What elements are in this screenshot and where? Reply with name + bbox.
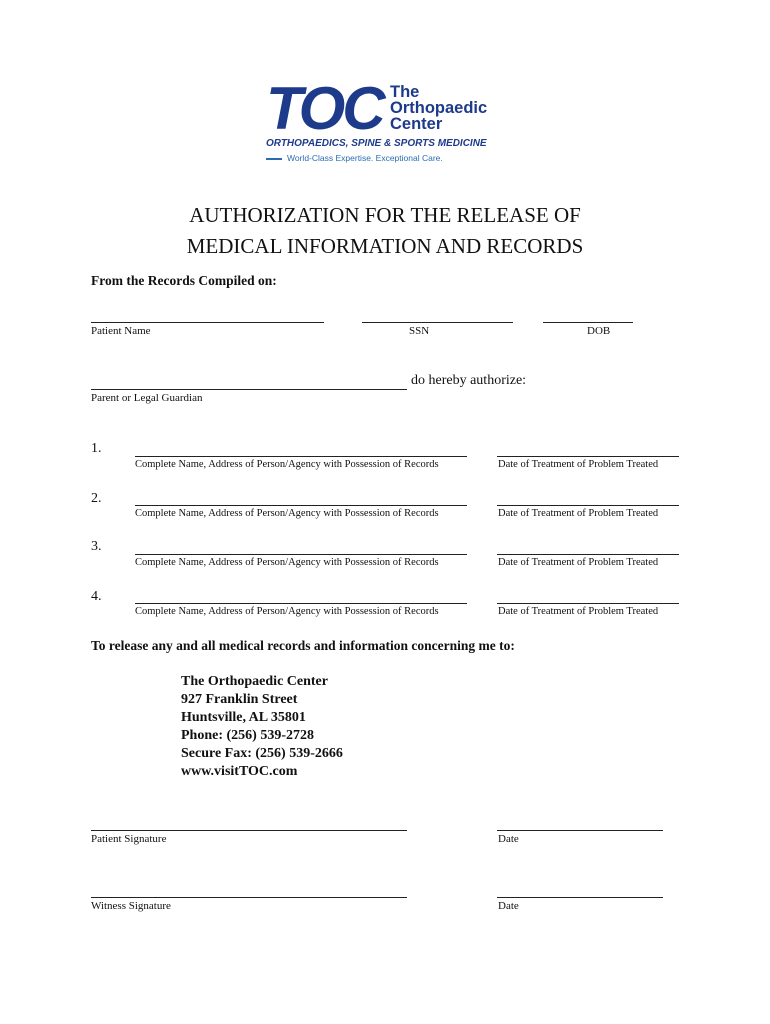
dob-label: DOB (587, 325, 611, 337)
agency-label: Complete Name, Address of Person/Agency with Possession of Records (135, 459, 439, 470)
record-number: 4. (91, 589, 102, 604)
toc-logo (266, 75, 506, 170)
agency-field[interactable] (135, 456, 467, 457)
ssn-field[interactable] (362, 322, 513, 323)
authorize-text: do hereby authorize: (411, 373, 527, 388)
treatment-date-label: Date of Treatment of Problem Treated (498, 557, 659, 568)
patient-date-field[interactable] (497, 830, 663, 831)
patient-name-field[interactable] (91, 322, 324, 323)
form-title-line1: AUTHORIZATION FOR THE RELEASE OF (189, 203, 581, 227)
recipient-street: 927 Franklin Street (181, 692, 298, 707)
patient-date-label: Date (498, 833, 519, 845)
recipient-address (181, 673, 343, 781)
logo-name-line2: Orthopaedic (390, 99, 488, 117)
logo-letters: TOC (266, 75, 383, 142)
treatment-date-field[interactable] (497, 554, 679, 555)
dob-field[interactable] (543, 322, 633, 323)
treatment-date-label: Date of Treatment of Problem Treated (498, 459, 659, 470)
treatment-date-field[interactable] (497, 603, 679, 604)
witness-date-label: Date (498, 900, 519, 912)
record-number: 3. (91, 539, 102, 554)
ssn-label: SSN (409, 325, 430, 337)
agency-field[interactable] (135, 554, 467, 555)
agency-label: Complete Name, Address of Person/Agency with Possession of Records (135, 606, 439, 617)
form-title-line2: MEDICAL INFORMATION AND RECORDS (186, 234, 584, 258)
logo-name-line1: The (390, 83, 420, 101)
logo-tagline: ORTHOPAEDICS, SPINE & SPORTS MEDICINE (266, 138, 487, 149)
agency-field[interactable] (135, 505, 467, 506)
slogan-accent-line (266, 158, 282, 160)
treatment-date-field[interactable] (497, 505, 679, 506)
logo-slogan: World-Class Expertise. Exceptional Care. (287, 153, 443, 163)
agency-label: Complete Name, Address of Person/Agency with Possession of Records (135, 508, 439, 519)
witness-signature-field[interactable] (91, 897, 407, 898)
treatment-date-field[interactable] (497, 456, 679, 457)
release-text: To release any and all medical records and information concerning me to: (91, 638, 515, 653)
logo-name-line3: Center (390, 115, 443, 133)
recipient-phone: Phone: (256) 539-2728 (181, 728, 314, 743)
guardian-label: Parent or Legal Guardian (91, 392, 203, 404)
guardian-field[interactable] (91, 389, 407, 390)
patient-signature-field[interactable] (91, 830, 407, 831)
recipient-fax: Secure Fax: (256) 539-2666 (181, 746, 343, 761)
agency-label: Complete Name, Address of Person/Agency with Possession of Records (135, 557, 439, 568)
record-number: 1. (91, 441, 102, 456)
form-title (0, 200, 770, 262)
witness-date-field[interactable] (497, 897, 663, 898)
logo-name (390, 84, 487, 132)
treatment-date-label: Date of Treatment of Problem Treated (498, 606, 659, 617)
recipient-name: The Orthopaedic Center (181, 674, 328, 689)
compiled-label: From the Records Compiled on: (91, 273, 277, 288)
treatment-date-label: Date of Treatment of Problem Treated (498, 508, 659, 519)
record-number: 2. (91, 491, 102, 506)
agency-field[interactable] (135, 603, 467, 604)
patient-signature-label: Patient Signature (91, 833, 167, 845)
logo-slogan-bar (266, 153, 498, 166)
patient-name-label: Patient Name (91, 325, 151, 337)
recipient-website: www.visitTOC.com (181, 764, 298, 779)
witness-signature-label: Witness Signature (91, 900, 171, 912)
recipient-city: Huntsville, AL 35801 (181, 710, 306, 725)
